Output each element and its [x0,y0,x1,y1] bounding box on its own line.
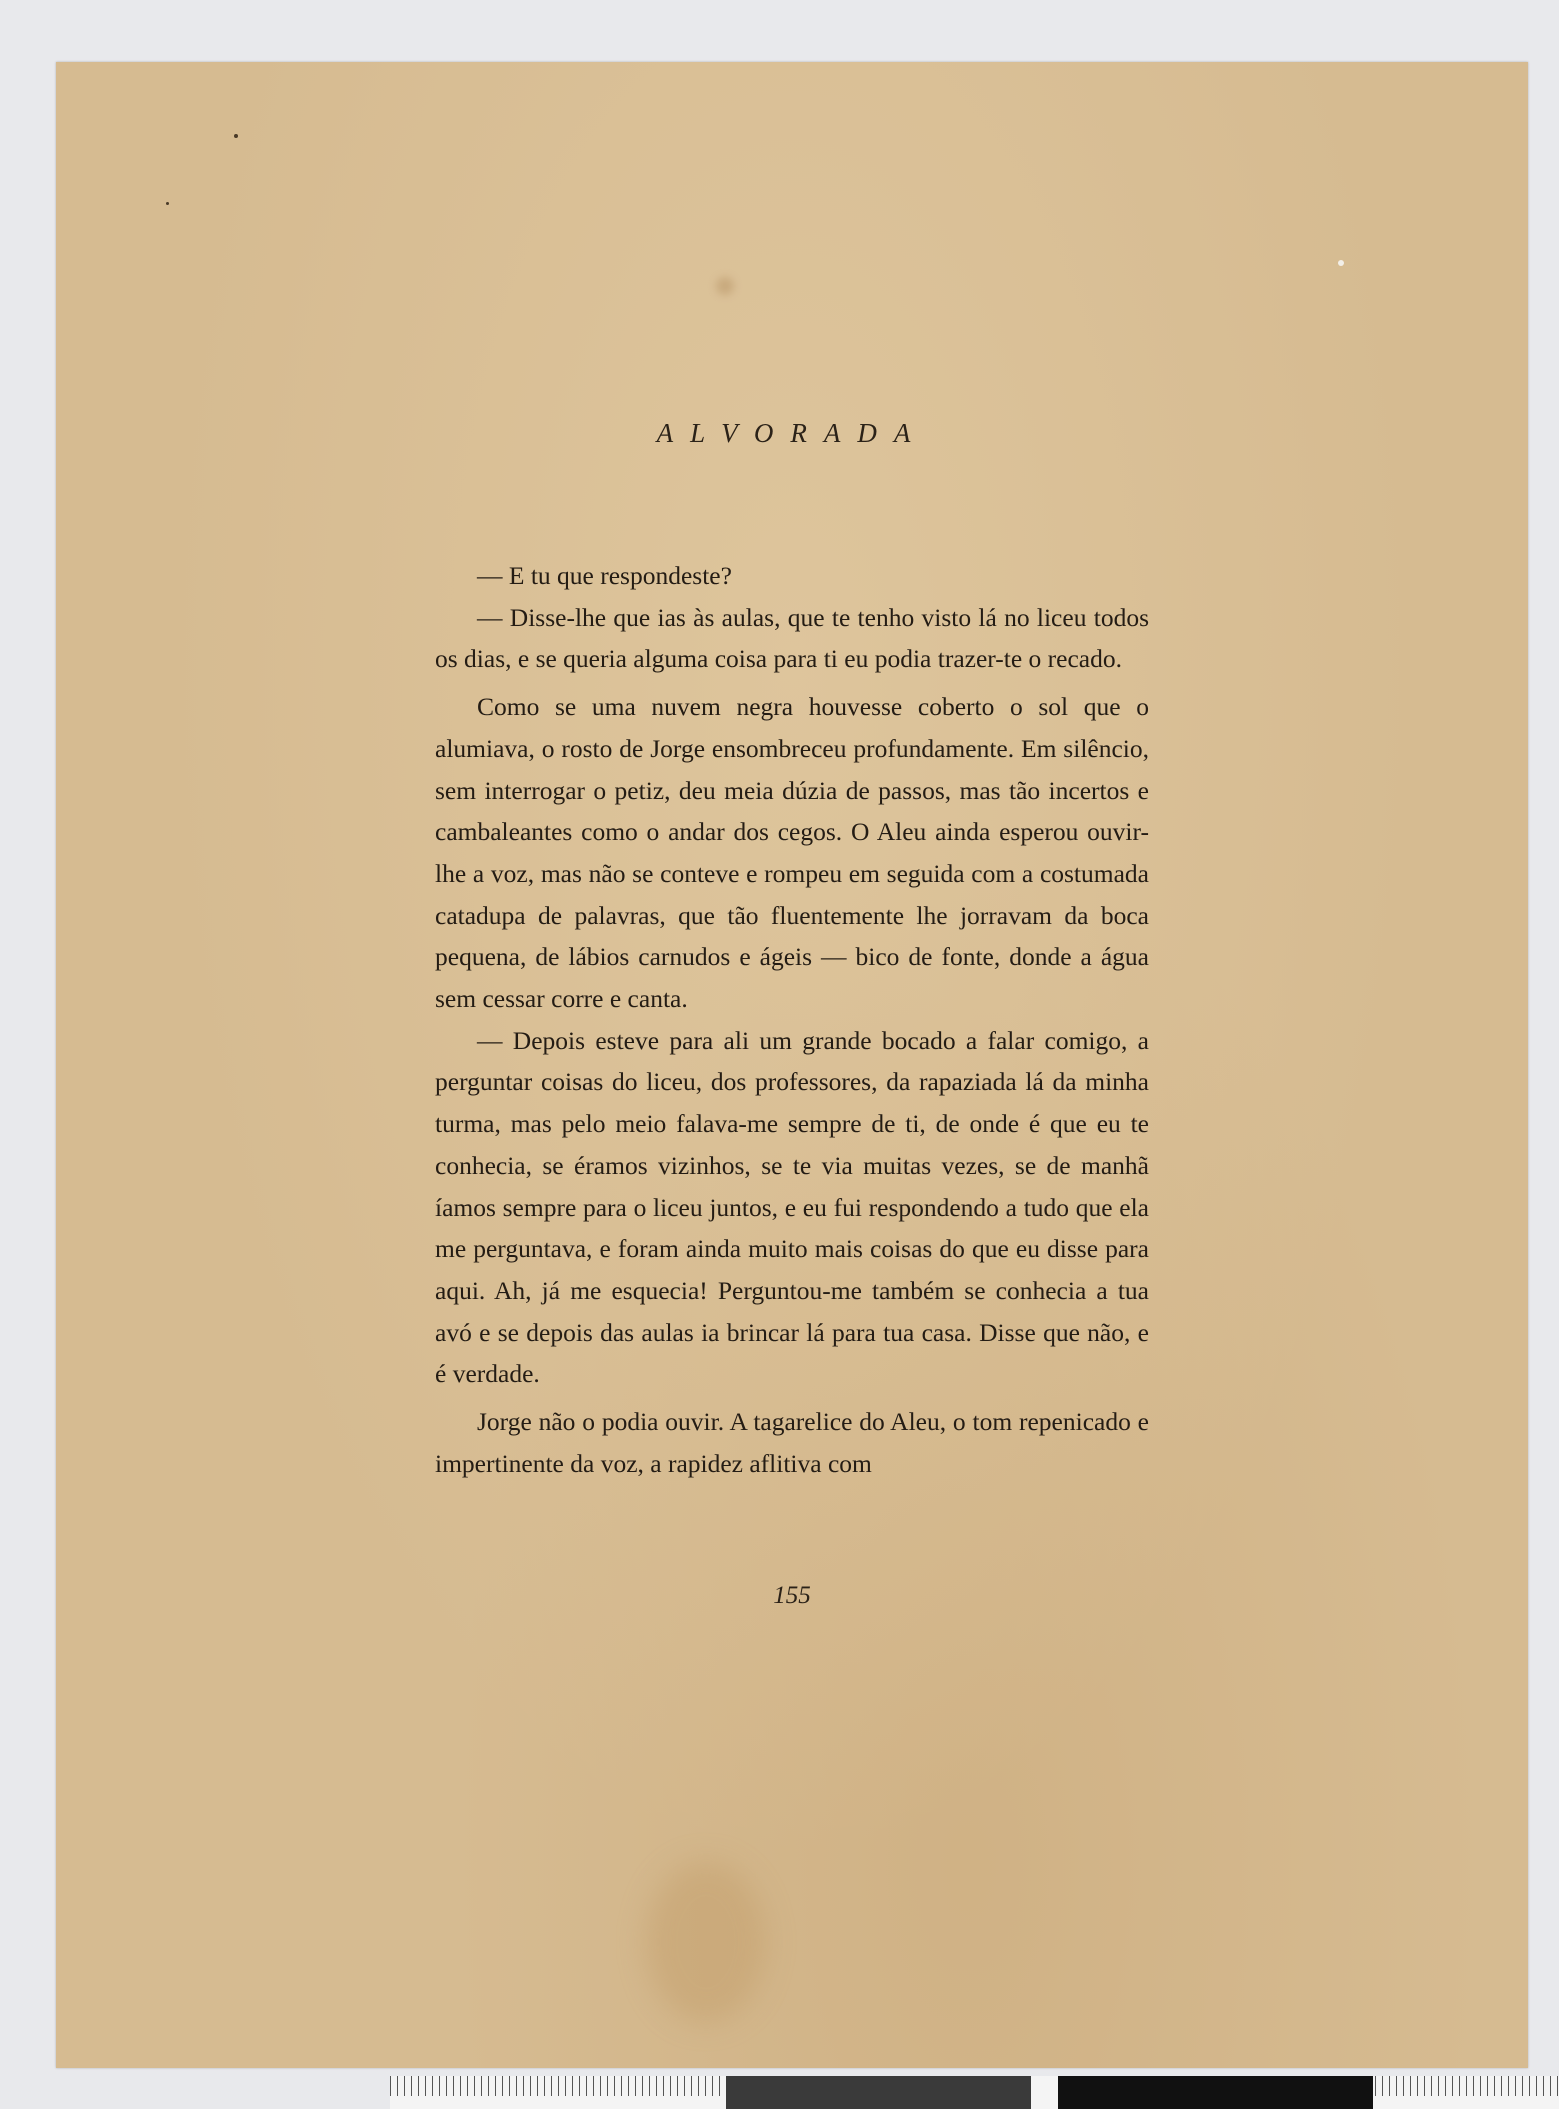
paper-speck [1338,260,1344,266]
paper-speck [234,134,238,138]
paragraph: Jorge não o podia ouvir. A tagarelice do Aleu, o tom repenicado e impertinente da voz, a rapidez aflitiva com [435,1407,1149,1478]
scale-ruler [390,2076,1559,2109]
paper-speck [166,202,169,205]
ruler-ticks [390,2076,730,2096]
ruler-color-block [726,2076,1031,2109]
ruler-ticks [1375,2076,1559,2096]
page-number: 155 [773,1582,811,1609]
paragraph: — Depois esteve para ali um grande bocado a falar comigo, a perguntar coisas do liceu, dos professores, da rapaziada lá da minha turma, mas pelo meio falava-me sempre de ti, de onde é que eu te conhecia, se éramos vizinhos, se te via muitas vezes, se de manhã íamos sempre para o liceu juntos, e eu fui respondendo a tudo que ela me perguntava, e foram ainda muito mais coisas do que eu disse para aqui. Ah, já me esquecia! Perguntou-me também se conhecia a tua avó e se depois das aulas ia brincar lá para tua casa. Disse que não, e é verdade. [435,1025,1149,1389]
ruler-color-block [1058,2076,1373,2109]
paper-stain [646,1862,766,2022]
body-text [435,555,1149,1484]
book-page [56,62,1528,2068]
running-head: ALVORADA [656,418,928,448]
paragraph: Como se uma nuvem negra houvesse coberto o sol que o alumiava, o rosto de Jorge ensombreceu profundamente. Em silêncio, sem interrogar o petiz, deu meia dúzia de passos, mas tão incertos e cambaleantes como o andar dos cegos. O Aleu ainda esperou ouvir-lhe a voz, mas não se conteve e rompeu em seguida com a costumada catadupa de palavras, que tão fluentemente lhe jorravam da boca pequena, de lábios carnudos e ágeis — bico de fonte, donde a água sem cessar corre e canta. [435,692,1149,1014]
paper-stain [716,277,734,295]
paragraph: — Disse-lhe que ias às aulas, que te tenho visto lá no liceu todos os dias, e se queria alguma coisa para ti eu podia trazer-te o recado. [435,602,1149,674]
paragraph: — E tu que respondeste? [477,561,732,590]
